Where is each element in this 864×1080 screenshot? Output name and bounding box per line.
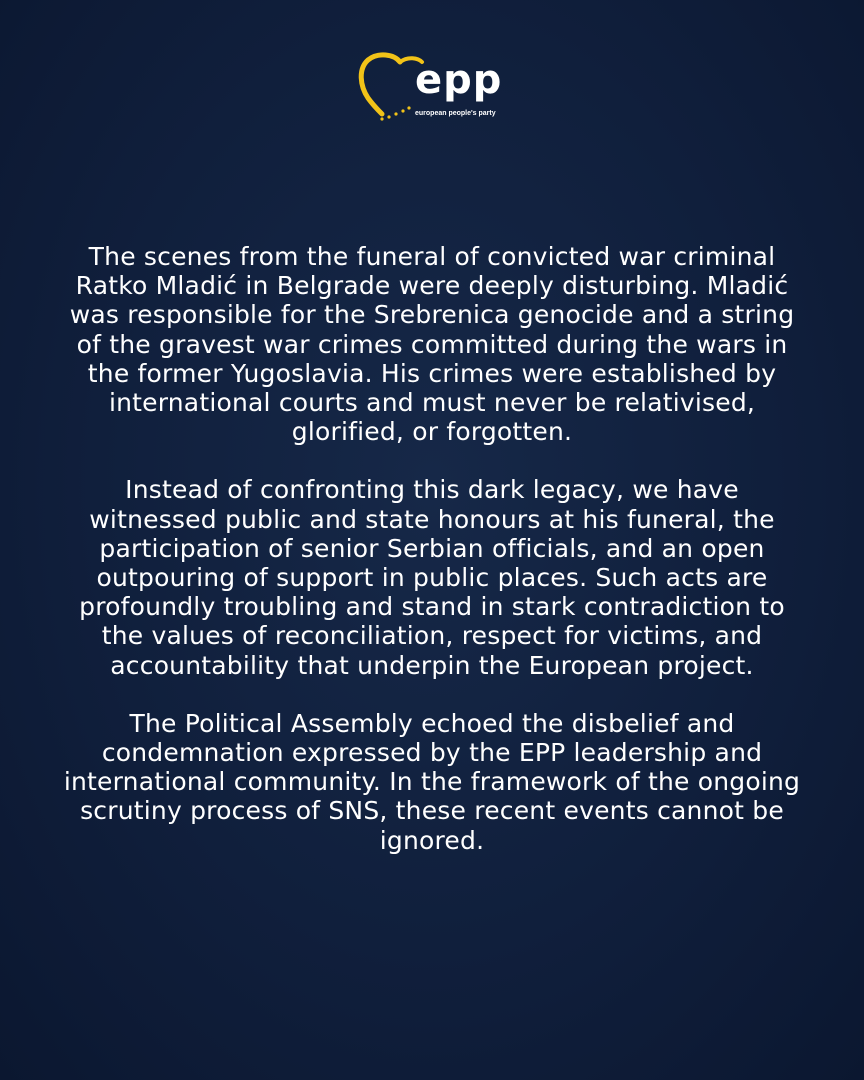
statement-paragraph-2: Instead of confronting this dark legacy, we have witnessed public and state honours at his funeral, the participation of senior Serbian officials, and an open outpouring of support in public places. Such acts are profoundly troubling and stand in stark contradiction to the values of reconciliation, respect for victims, and accountability that underpin the European project.	[79, 475, 785, 680]
statement-paragraph-1: The scenes from the funeral of convicted war criminal Ratko Mladić in Belgrade were deeply disturbing. Mladić was responsible for the Srebrenica genocide and a string of the gravest war crimes committed during the wars in the former Yugoslavia. His crimes were established by international courts and must never be relativised, glorified, or forgotten.	[69, 242, 795, 447]
logo-wordmark: epp	[415, 57, 503, 103]
logo-tagline: european people's party	[415, 110, 496, 117]
statement-text	[62, 242, 802, 884]
epp-logo	[356, 52, 516, 126]
statement-paragraph-3: The Political Assembly echoed the disbelief and condemnation expressed by the EPP leadership and international community. In the framework of the ongoing scrutiny process of SNS, these recent events cannot be ignored.	[63, 708, 801, 855]
